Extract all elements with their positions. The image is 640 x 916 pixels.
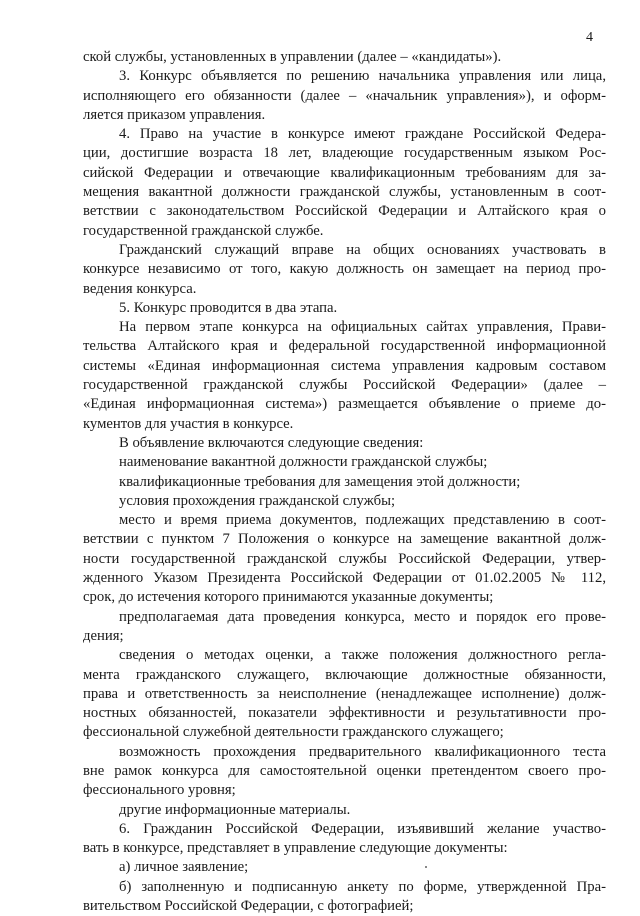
text-line: вать в конкурсе, представляет в управление следующие документы: [83, 840, 508, 857]
text-line: ской службы, установленных в управлении (далее – «кандидаты»). [83, 49, 502, 65]
text-line: фессиональной служебной деятельности гражданского служащего; [83, 724, 504, 741]
text-line: 4. Право на участие в конкурсе имеют граждане Российской Федера- [119, 126, 606, 143]
text-line: ведения конкурса. [83, 280, 197, 297]
text-line: мещения вакантной должности гражданской службы, установленным в соот- [83, 184, 606, 201]
text-line: ностных обязанностей, показатели эффективности и результативности про- [83, 705, 606, 722]
text-line: вительством Российской Федерации, с фотографией; [83, 898, 414, 915]
text-line: конкурсе независимо от того, какую должность он замещает на период про- [83, 261, 606, 278]
text-line: 3. Конкурс объявляется по решению начальника управления или лица, [119, 68, 606, 85]
text-line: ции, достигшие возраста 18 лет, владеющие государственным языком Рос- [83, 145, 606, 162]
text-line: срок, до истечения которого принимаются указанные документы; [83, 589, 494, 606]
text-line: вне рамок конкурса для самостоятельной оценки претендентом своего про- [83, 762, 606, 779]
scan-speck [425, 866, 427, 868]
text-line: мента гражданского служащего, включающие должностные обязанности, [83, 666, 606, 683]
text-line: ляется приказом управления. [83, 106, 266, 123]
text-line: На первом этапе конкурса на официальных сайтах управления, Прави- [119, 319, 606, 336]
text-line: место и время приема документов, подлежащих представлению в соот- [119, 512, 606, 529]
text-line: ности государственной гражданской службы Российской Федерации, утвер- [83, 550, 606, 567]
text-line: жденного Указом Президента Российской Федерации от 01.02.2005 № 112, [83, 570, 606, 587]
text-line: б) заполненную и подписанную анкету по форме, утвержденной Пра- [119, 878, 606, 895]
text-line: «Единая информационная система») размещается объявление о приеме до- [83, 396, 606, 413]
text-line: системы «Единая информационная система управления кадровым составом [83, 357, 606, 374]
text-line: дения; [83, 627, 124, 644]
text-line: государственной гражданской службе. [83, 222, 324, 239]
text-line: фессионального уровня; [83, 782, 236, 799]
text-line: ветствии с законодательством Российской Федерации и Алтайского края о [83, 203, 606, 220]
page-number: 4 [586, 30, 593, 45]
text-line: сийской Федерации и отвечающие квалификационным требованиям для за- [83, 164, 606, 181]
text-line: 5. Конкурс проводится в два этапа. [119, 299, 338, 316]
text-line: наименование вакантной должности гражданской службы; [119, 454, 488, 471]
text-line: Гражданский служащий вправе на общих основаниях участвовать в [119, 241, 606, 258]
text-line: возможность прохождения предварительного квалификационного теста [119, 743, 606, 760]
text-line: квалификационные требования для замещения этой должности; [119, 473, 521, 490]
text-line: 6. Гражданин Российской Федерации, изъявивший желание участво- [119, 820, 606, 837]
text-line: кументов для участия в конкурсе. [83, 415, 294, 432]
text-line: другие информационные материалы. [119, 801, 351, 818]
text-line: а) личное заявление; [119, 859, 249, 876]
text-line: права и ответственность за неисполнение (ненадлежащее исполнение) долж- [83, 685, 606, 702]
text-line: тельства Алтайского края и федеральной государственной информационной [83, 338, 606, 355]
text-line: условия прохождения гражданской службы; [119, 492, 396, 509]
text-line: сведения о методах оценки, а также положения должностного регла- [119, 647, 606, 664]
document-body [83, 48, 606, 916]
text-line: государственной гражданской службы Российской Федерации» (далее – [83, 377, 606, 394]
text-line: исполняющего его обязанности (далее – «начальник управления»), и оформ- [83, 87, 606, 104]
text-line: предполагаемая дата проведения конкурса, место и порядок его прове- [119, 608, 606, 625]
text-line: В объявление включаются следующие сведения: [119, 434, 424, 451]
text-line: ветствии с пунктом 7 Положения о конкурсе на замещение вакантной долж- [83, 531, 606, 548]
